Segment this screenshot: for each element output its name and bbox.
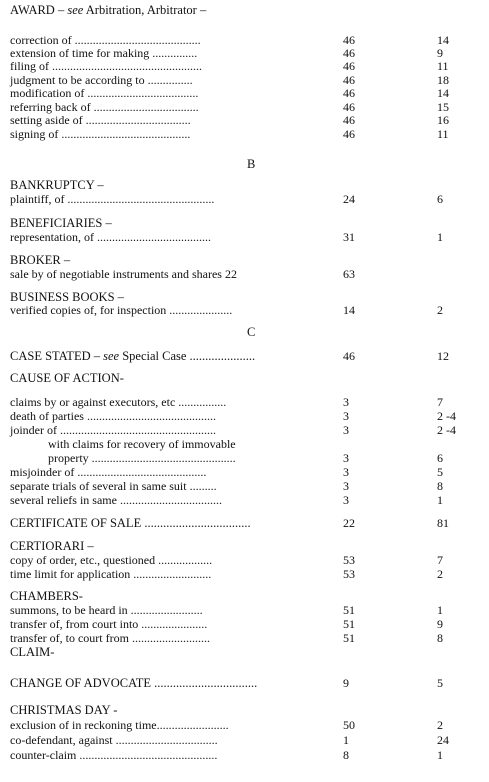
index-heading <box>0 216 489 230</box>
column-ref-1: 46 <box>343 59 355 73</box>
column-ref-1: 46 <box>343 73 355 87</box>
entry-label: death of parties ........................................... <box>10 409 216 423</box>
column-ref-2: 18 <box>437 73 449 87</box>
index-entry <box>0 303 489 317</box>
index-entry <box>0 113 489 127</box>
entry-label: CHAMBERS- <box>10 589 83 603</box>
column-ref-1: 22 <box>343 516 355 530</box>
index-entry <box>0 603 489 617</box>
column-ref-1: 8 <box>343 748 349 762</box>
entry-label: modification of ..................................... <box>10 86 199 100</box>
entry-label: copy of order, etc., questioned .................. <box>10 553 213 567</box>
entry-label: CERTIFICATE OF SALE .................................. <box>10 516 251 530</box>
entry-label: transfer of, to court from .......................... <box>10 631 210 645</box>
index-entry <box>0 192 489 206</box>
column-ref-2: 8 <box>437 479 443 493</box>
index-entry <box>0 33 489 47</box>
index-heading <box>0 178 489 192</box>
column-ref-1: 46 <box>343 33 355 47</box>
entry-label: CAUSE OF ACTION- <box>10 371 124 385</box>
index-heading <box>0 676 489 690</box>
column-ref-2: 2 <box>437 567 443 581</box>
index-heading <box>0 253 489 267</box>
index-entry <box>0 617 489 631</box>
index-heading <box>0 516 489 530</box>
entry-label: separate trials of several in same suit ......... <box>10 479 217 493</box>
column-ref-2: 1 <box>437 603 443 617</box>
entry-label: BENEFICIARIES – <box>10 216 112 230</box>
entry-label: judgment to be according to ............... <box>10 73 193 87</box>
column-ref-1: 3 <box>343 423 349 437</box>
column-ref-1: 51 <box>343 631 355 645</box>
see-reference: see <box>103 349 120 363</box>
entry-label <box>10 3 206 17</box>
column-ref-1: 3 <box>343 479 349 493</box>
column-ref-2: 15 <box>437 100 449 114</box>
column-ref-1: 46 <box>343 349 355 363</box>
entry-label: property ................................................ <box>48 451 236 465</box>
entry-label: several reliefs in same .................................. <box>10 493 222 507</box>
entry-label-suffix: Arbitration, Arbitrator – <box>83 3 207 17</box>
entry-label: sale by of negotiable instruments and shares 22 <box>10 267 237 281</box>
section-letter-text: B <box>247 157 256 171</box>
column-ref-1: 24 <box>343 192 355 206</box>
column-ref-1: 3 <box>343 409 349 423</box>
column-ref-1: 46 <box>343 113 355 127</box>
entry-label: extension of time for making ............... <box>10 46 198 60</box>
entry-label-prefix: CASE STATED – <box>10 349 104 363</box>
index-entry <box>0 451 489 465</box>
index-heading <box>0 645 489 659</box>
index-entry <box>0 631 489 645</box>
column-ref-2: 5 <box>437 676 443 690</box>
index-entry <box>0 748 489 762</box>
column-ref-2: 6 <box>437 192 443 206</box>
index-entry <box>0 267 489 281</box>
column-ref-1: 53 <box>343 553 355 567</box>
entry-label: verified copies of, for inspection ..................... <box>10 303 233 317</box>
entry-label: BANKRUPTCY – <box>10 178 104 192</box>
column-ref-2: 9 <box>437 617 443 631</box>
index-heading <box>0 349 489 363</box>
entry-label: time limit for application .......................... <box>10 567 212 581</box>
column-ref-1: 46 <box>343 46 355 60</box>
column-ref-1: 51 <box>343 617 355 631</box>
column-ref-2: 9 <box>437 46 443 60</box>
entry-label: setting aside of ................................... <box>10 113 191 127</box>
entry-label: signing of ........................................... <box>10 127 191 141</box>
entry-label: joinder of .................................................... <box>10 423 216 437</box>
column-ref-2: 8 <box>437 631 443 645</box>
column-ref-1: 46 <box>343 86 355 100</box>
column-ref-2: 2 <box>437 718 443 732</box>
section-letter <box>0 325 489 339</box>
column-ref-2: 2 -4 <box>437 423 456 437</box>
index-heading <box>0 3 489 17</box>
column-ref-2: 12 <box>437 349 449 363</box>
entry-label-prefix: AWARD – <box>10 3 68 17</box>
entry-label-suffix: Special Case ..................... <box>119 349 256 363</box>
index-entry <box>0 59 489 73</box>
column-ref-1: 51 <box>343 603 355 617</box>
index-heading <box>0 371 489 385</box>
entry-label: summons, to be heard in ........................ <box>10 603 203 617</box>
column-ref-1: 50 <box>343 718 355 732</box>
index-entry <box>0 479 489 493</box>
column-ref-1: 14 <box>343 303 355 317</box>
entry-label: misjoinder of ........................................... <box>10 465 207 479</box>
column-ref-1: 9 <box>343 676 349 690</box>
index-heading <box>0 290 489 304</box>
column-ref-1: 53 <box>343 567 355 581</box>
entry-label: counter-claim .............................................. <box>10 748 218 762</box>
entry-label: CLAIM- <box>10 645 55 659</box>
entry-label: representation, of ...................................... <box>10 230 211 244</box>
see-reference: see <box>67 3 84 17</box>
column-ref-2: 6 <box>437 451 443 465</box>
column-ref-2: 81 <box>437 516 449 530</box>
column-ref-2: 24 <box>437 733 449 747</box>
column-ref-2: 11 <box>437 127 449 141</box>
index-entry <box>0 46 489 60</box>
index-entry <box>0 553 489 567</box>
entry-label: CHRISTMAS DAY - <box>10 703 118 717</box>
entry-label: CERTIORARI – <box>10 539 94 553</box>
column-ref-1: 1 <box>343 733 349 747</box>
index-entry <box>0 567 489 581</box>
index-heading <box>0 539 489 553</box>
entry-label: exclusion of in reckoning time........................ <box>10 718 229 732</box>
column-ref-2: 5 <box>437 465 443 479</box>
entry-label: transfer of, from court into ...................... <box>10 617 208 631</box>
section-letter-text: C <box>247 325 256 339</box>
entry-label: BROKER – <box>10 253 71 267</box>
column-ref-1: 63 <box>343 267 355 281</box>
entry-label: with claims for recovery of immovable <box>48 437 236 451</box>
entry-label: co-defendant, against .................................. <box>10 733 218 747</box>
column-ref-1: 3 <box>343 465 349 479</box>
column-ref-2: 1 <box>437 748 443 762</box>
column-ref-2: 1 <box>437 493 443 507</box>
column-ref-2: 1 <box>437 230 443 244</box>
index-entry <box>0 423 489 437</box>
index-entry <box>0 733 489 747</box>
column-ref-1: 31 <box>343 230 355 244</box>
entry-label <box>10 349 255 363</box>
entry-label: filing of .................................................. <box>10 59 202 73</box>
index-entry <box>0 465 489 479</box>
column-ref-2: 11 <box>437 59 449 73</box>
index-entry <box>0 395 489 409</box>
index-entry <box>0 73 489 87</box>
column-ref-1: 3 <box>343 451 349 465</box>
column-ref-1: 46 <box>343 100 355 114</box>
column-ref-2: 2 -4 <box>437 409 456 423</box>
column-ref-1: 3 <box>343 395 349 409</box>
column-ref-2: 7 <box>437 553 443 567</box>
index-entry <box>0 437 489 451</box>
column-ref-2: 16 <box>437 113 449 127</box>
entry-label: claims by or against executors, etc ................ <box>10 395 227 409</box>
index-entry <box>0 409 489 423</box>
column-ref-2: 2 <box>437 303 443 317</box>
entry-label: CHANGE OF ADVOCATE ................................. <box>10 676 258 690</box>
index-entry <box>0 100 489 114</box>
column-ref-1: 3 <box>343 493 349 507</box>
entry-label: BUSINESS BOOKS – <box>10 290 124 304</box>
index-entry <box>0 230 489 244</box>
column-ref-1: 46 <box>343 127 355 141</box>
entry-label: correction of .......................................... <box>10 33 201 47</box>
column-ref-2: 14 <box>437 33 449 47</box>
entry-label: plaintiff, of ................................................. <box>10 192 215 206</box>
column-ref-2: 14 <box>437 86 449 100</box>
column-ref-2: 7 <box>437 395 443 409</box>
section-letter <box>0 157 489 171</box>
index-entry <box>0 718 489 732</box>
index-heading <box>0 703 489 717</box>
index-heading <box>0 589 489 603</box>
entry-label: referring back of ................................... <box>10 100 199 114</box>
index-entry <box>0 86 489 100</box>
index-entry <box>0 493 489 507</box>
index-entry <box>0 127 489 141</box>
